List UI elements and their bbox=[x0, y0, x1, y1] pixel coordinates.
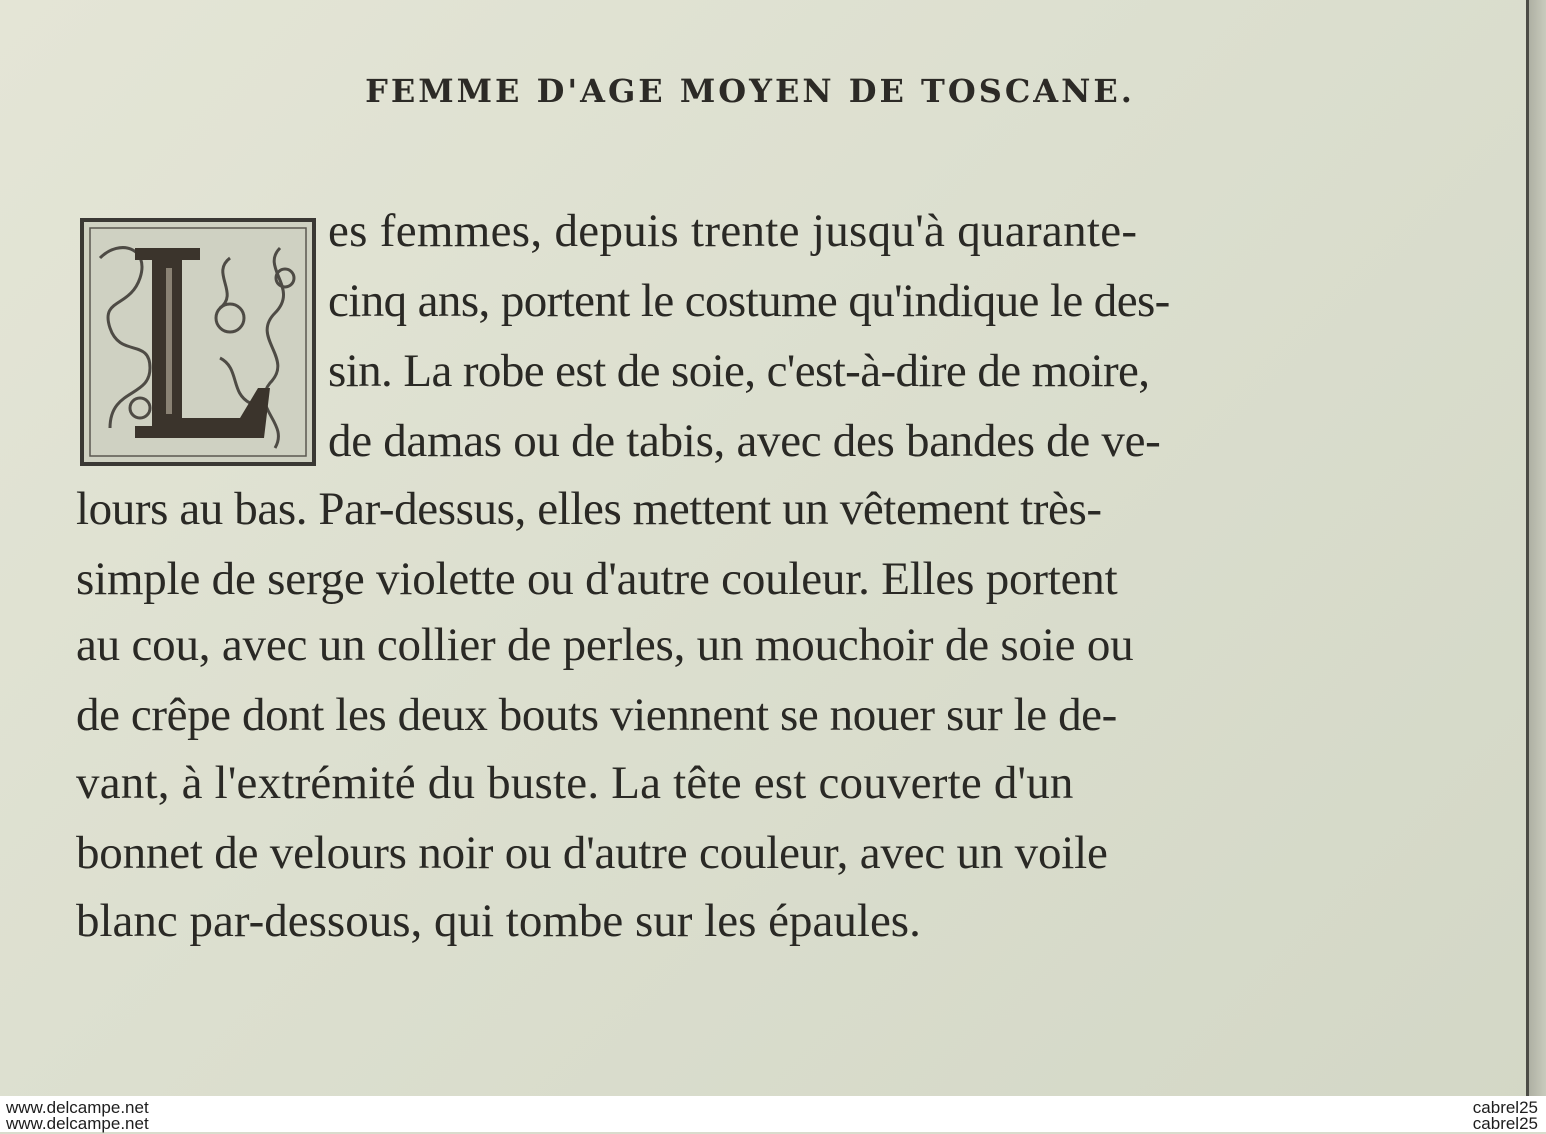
page-title: FEMME D'AGE MOYEN DE TOSCANE. bbox=[365, 72, 1135, 110]
text-line-1: es femmes, depuis trente jusqu'à quarante- bbox=[328, 205, 1138, 257]
text-line-10: bonnet de velours noir ou d'autre couleur, avec un voile bbox=[76, 827, 1108, 879]
text-line-9: vant, à l'extrémité du buste. La tête est couverte d'un bbox=[76, 757, 1074, 809]
text-line-2: cinq ans, portent le costume qu'indique le des- bbox=[328, 275, 1170, 327]
text-line-4: de damas ou de tabis, avec des bandes de ve- bbox=[328, 415, 1161, 467]
watermark-site-top: www.delcampe.net bbox=[6, 1098, 149, 1117]
watermark-user-top: cabrel25 bbox=[1472, 1098, 1538, 1117]
watermark-site-bottom: www.delcampe.net bbox=[6, 1114, 149, 1133]
text-line-8: de crêpe dont les deux bouts viennent se nouer sur le de- bbox=[76, 689, 1117, 741]
text-line-11: blanc par-dessous, qui tombe sur les épaules. bbox=[76, 895, 921, 947]
adjacent-page bbox=[1529, 0, 1546, 1096]
text-line-7: au cou, avec un collier de perles, un mouchoir de soie ou bbox=[76, 619, 1134, 671]
text-line-6: simple de serge violette ou d'autre couleur. Elles portent bbox=[76, 553, 1118, 605]
watermark-user-bottom: cabrel25 bbox=[1472, 1114, 1538, 1133]
text-line-3: sin. La robe est de soie, c'est-à-dire de moire, bbox=[328, 345, 1150, 397]
text-line-5: lours au bas. Par-dessus, elles mettent un vêtement très- bbox=[76, 483, 1102, 535]
watermark-bar bbox=[0, 1096, 1546, 1132]
drop-cap-ornament bbox=[80, 218, 316, 466]
